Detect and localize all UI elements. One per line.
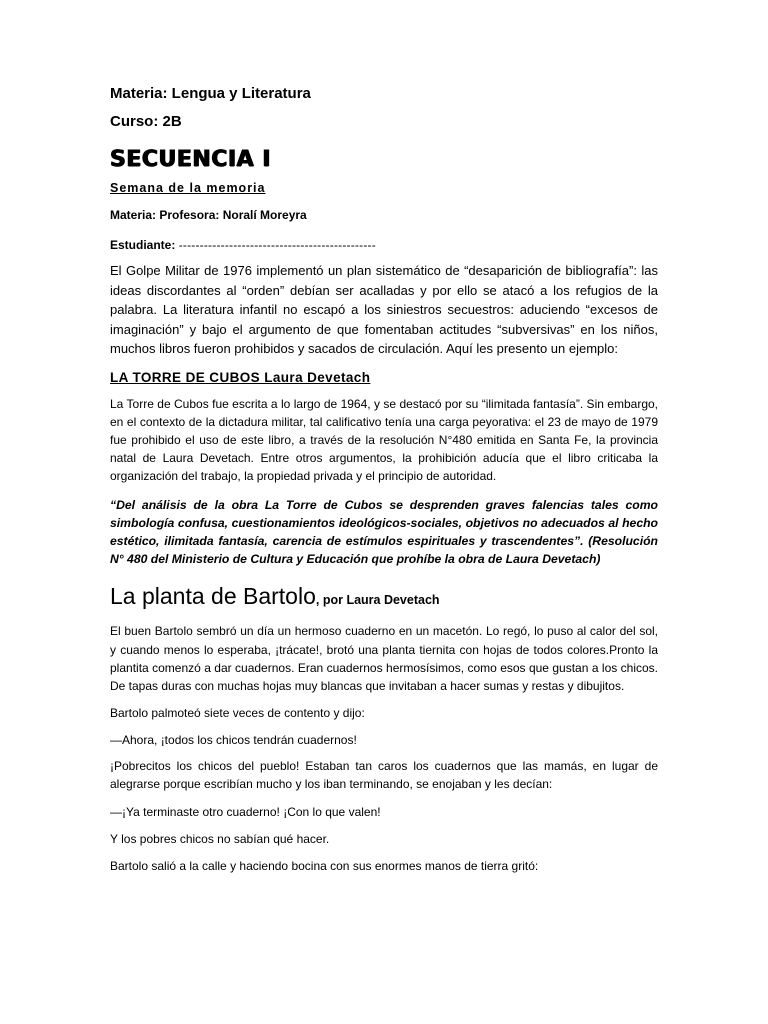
story-title-text: La planta de Bartolo — [110, 583, 316, 610]
story-author: , por Laura Devetach — [315, 593, 440, 608]
story-paragraph-4: ¡Pobrecitos los chicos del pueblo! Estaban tan caros los cuadernos que las mamás, en lugar de alegrarse porque escribían mucho y los iban terminando, se enojaban y les decían: — [110, 759, 658, 792]
story-line-5: —¡Ya terminaste otro cuaderno! ¡Con lo que valen! — [110, 804, 381, 819]
student-label: Estudiante: — [110, 238, 176, 252]
intro-paragraph: El Golpe Militar de 1976 implementó un plan sistemático de “desaparición de bibliografía”: las ideas discordantes al “orden” debían ser acalladas y por ello se atacó a los refugios de la palabra. La literatura infantil no escapó a los siniestros secuestros: aduciendo “excesos de imaginación” y bajo el argumento de que fomentaban actitudes “subversivas” en los niños, muchos libros fueron prohibidos y sacados de circulación. Aquí les presento un ejemplo: — [110, 263, 658, 356]
section-heading: LA TORRE DE CUBOS Laura Devetach — [110, 369, 371, 385]
story-line-6: Y los pobres chicos no sabían qué hacer. — [110, 831, 330, 846]
resolution-quote: “Del análisis de la obra La Torre de Cubos se desprenden graves falencias tales como simbología confusa, cuestionamientos ideológicos-sociales, objetivos no adecuados al hecho estético, ilimitada fantasía, carencia de estímulos espirituales y trascendentes”. (Resolución N° 480 del Ministerio de Cultura y Educación que prohíbe la obra de Laura Devetach) — [110, 497, 658, 567]
torre-paragraph: La Torre de Cubos fue escrita a lo largo de 1964, y se destacó por su “ilimitada fantasía”. Sin embargo, en el contexto de la dictadura militar, tal calificativo tenía una carga peyorativa: el 23 de mayo de 1979 fue prohibido el uso de este libro, a través de la resolución N°480 emitida en Santa Fe, la provincia natal de Laura Devetach. Entre otros argumentos, la prohibición aducía que el libro criticaba la organización del trabajo, la propiedad privada y el principio de autoridad. — [110, 396, 658, 484]
student-blank: ----------------------------------------------- — [178, 238, 376, 252]
story-paragraph-1: El buen Bartolo sembró un día un hermoso cuaderno en un macetón. Lo regó, lo puso al calor del sol, y cuando menos lo esperaba, ¡trácate!, brotó una planta tiernita con hojas de todos colores.Pronto la plantita comenzó a dar cuadernos. Eran cuadernos hermosísimos, como esos que gustan a los chicos. De tapas duras con muchas hojas muy blancas que invitaban a hacer sumas y restas y dibujitos. — [110, 624, 658, 693]
story-line-3: —Ahora, ¡todos los chicos tendrán cuadernos! — [110, 733, 357, 748]
document-page — [110, 84, 658, 875]
page-subtitle: Semana de la memoria — [110, 181, 266, 195]
subject-line: Materia: Lengua y Literatura — [110, 85, 311, 102]
story-line-7: Bartolo salió a la calle y haciendo bocina con sus enormes manos de tierra gritó: — [110, 858, 539, 873]
page-title: SECUENCIA I — [110, 147, 272, 172]
teacher-line: Materia: Profesora: Noralí Moreyra — [110, 208, 307, 222]
story-line-2: Bartolo palmoteó siete veces de contento y dijo: — [110, 706, 365, 721]
student-line — [110, 237, 658, 253]
course-line: Curso: 2B — [110, 113, 182, 130]
story-title — [110, 582, 658, 614]
